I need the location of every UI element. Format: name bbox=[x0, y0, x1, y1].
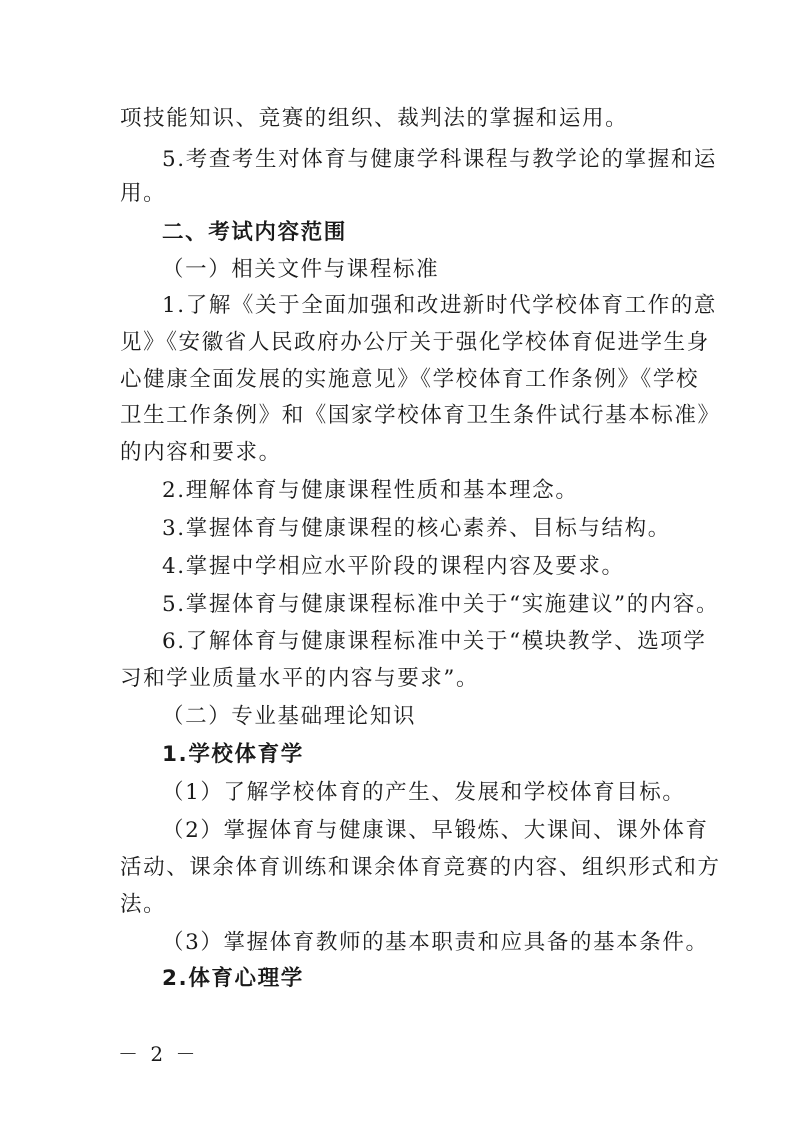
paragraph-line: 心健康全面发展的实施意见》《学校体育工作条例》《学校 bbox=[120, 367, 700, 392]
paragraph-line: 1.了解《关于全面加强和改进新时代学校体育工作的意 bbox=[162, 293, 718, 318]
paragraph-line: 5.考查考生对体育与健康学科课程与教学论的掌握和运 bbox=[162, 147, 718, 172]
paragraph-line: 法。 bbox=[120, 892, 167, 917]
paragraph-line: 卫生工作条例》和《国家学校体育卫生条件试行基本标准》 bbox=[120, 403, 721, 428]
paragraph-line: 习和学业质量水平的内容与要求”。 bbox=[120, 666, 480, 691]
paragraph-line: （2）掌握体育与健康课、早锻炼、大课间、课外体育 bbox=[162, 818, 709, 843]
section-heading: 二、考试内容范围 bbox=[162, 220, 347, 245]
subsection-heading: （二）专业基础理论知识 bbox=[162, 704, 417, 729]
paragraph-line: 用。 bbox=[120, 181, 167, 206]
page-number: － 2 － bbox=[118, 1042, 199, 1066]
paragraph-line: （1）了解学校体育的产生、发展和学校体育目标。 bbox=[162, 780, 686, 805]
paragraph-line: 4.掌握中学相应水平阶段的课程内容及要求。 bbox=[162, 554, 625, 579]
paragraph-line: 3.掌握体育与健康课程的核心素养、目标与结构。 bbox=[162, 516, 671, 541]
subsection-heading: （一）相关文件与课程标准 bbox=[162, 257, 440, 282]
paragraph-line: （3）掌握体育教师的基本职责和应具备的基本条件。 bbox=[162, 930, 709, 955]
paragraph-line: 见》《安徽省人民政府办公厅关于强化学校体育促进学生身 bbox=[120, 330, 710, 355]
topic-heading: 1.学校体育学 bbox=[162, 742, 304, 767]
paragraph-line: 的内容和要求。 bbox=[120, 440, 282, 465]
topic-heading: 2.体育心理学 bbox=[162, 966, 304, 991]
paragraph-line: 活动、课余体育训练和课余体育竞赛的内容、组织形式和方 bbox=[120, 855, 721, 880]
paragraph-line: 6.了解体育与健康课程标准中关于“模块教学、选项学 bbox=[162, 629, 707, 654]
paragraph-line: 项技能知识、竞赛的组织、裁判法的掌握和运用。 bbox=[120, 106, 629, 131]
paragraph-line: 2.理解体育与健康课程性质和基本理念。 bbox=[162, 478, 579, 503]
paragraph-line: 5.掌握体育与健康课程标准中关于“实施建议”的内容。 bbox=[162, 592, 720, 617]
